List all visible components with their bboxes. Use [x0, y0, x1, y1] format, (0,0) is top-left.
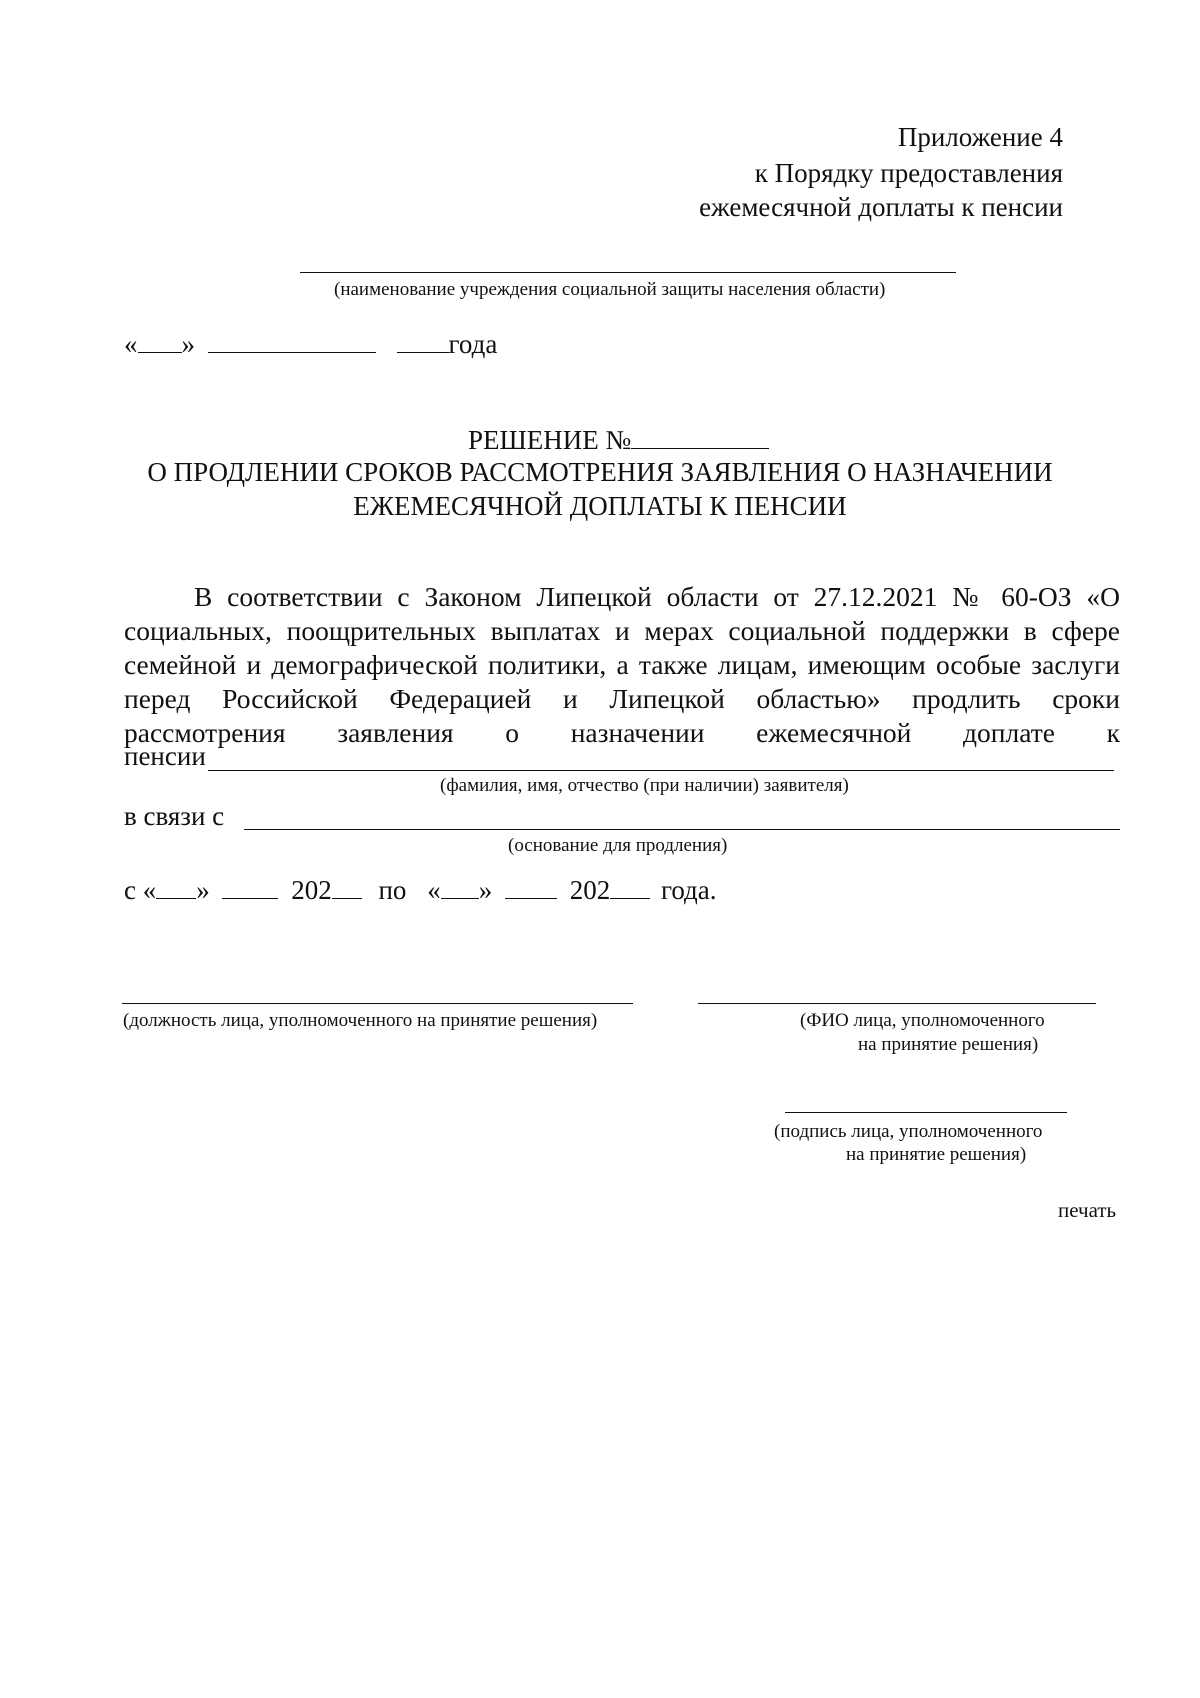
annex-order-reference: к Порядку предоставления [754, 158, 1063, 188]
body-line-2: социальных, поощрительных выплатах и мерах социальной поддержки в сфере [124, 615, 1120, 646]
period-to-month-blank [505, 874, 557, 899]
fio-caption-line-2: на принятие решения) [858, 1034, 1039, 1055]
decision-number-blank [631, 424, 769, 449]
reason-line [244, 829, 1120, 830]
signature-caption-line-2: на принятие решения) [846, 1144, 1027, 1165]
stamp-label: печать [1058, 1198, 1117, 1222]
body-line-1: В соответствии с Законом Липецкой области от 27.12.2021 № 60-ОЗ «О [194, 581, 1120, 612]
month-blank [208, 328, 376, 353]
body-line-3: семейной и демографической политики, а также лицам, имеющим особые заслуги [124, 649, 1120, 680]
period-to-day-blank [441, 874, 479, 899]
title-line-2: О ПРОДЛЕНИИ СРОКОВ РАССМОТРЕНИЯ ЗАЯВЛЕНИЯ О НАЗНАЧЕНИИ [147, 457, 1053, 487]
annex-title: Приложение 4 [897, 122, 1063, 152]
date-close-quote: » [181, 329, 195, 359]
body-line-6: пенсии [124, 741, 206, 771]
fio-line [698, 1003, 1096, 1004]
period-from-month-blank [222, 874, 278, 899]
position-caption: (должность лица, уполномоченного на принятие решения) [123, 1010, 598, 1031]
period-line [124, 874, 717, 907]
applicant-name-line [208, 770, 1114, 771]
decision-title: РЕШЕНИЕ № [468, 425, 632, 455]
reason-prefix: в связи с [124, 801, 225, 831]
date-open-quote: « [124, 329, 138, 359]
body-line-4: перед Российской Федерацией и Липецкой областью» продлить сроки [124, 683, 1120, 714]
signature-line [785, 1112, 1067, 1113]
reason-caption: (основание для продления) [508, 835, 728, 856]
decision-number [468, 424, 769, 457]
institution-name-line [300, 272, 956, 273]
applicant-caption: (фамилия, имя, отчество (при наличии) заявителя) [440, 775, 849, 796]
day-blank [138, 328, 182, 353]
institution-caption: (наименование учреждения социальной защиты населения области) [334, 279, 886, 300]
body-line-5: рассмотрения заявления о назначении ежемесячной доплате к [124, 717, 1120, 748]
year-blank [397, 328, 449, 353]
period-from-year-blank [332, 874, 362, 899]
annex-subject: ежемесячной доплаты к пенсии [699, 192, 1063, 222]
period-to-close-quote: » [478, 875, 493, 905]
period-to-year-start: 202 [569, 875, 611, 905]
date-line [124, 328, 497, 361]
period-to-year-blank [610, 874, 650, 899]
period-from-year-start: 202 [291, 875, 332, 905]
period-from-close-quote: » [196, 875, 210, 905]
period-from-prefix: с « [124, 875, 157, 905]
period-year-word: года. [660, 875, 717, 905]
period-from-day-blank [156, 874, 196, 899]
title-line-3: ЕЖЕМЕСЯЧНОЙ ДОПЛАТЫ К ПЕНСИИ [353, 491, 847, 521]
signature-caption-line-1: (подпись лица, уполномоченного [774, 1121, 1043, 1142]
year-word: года [448, 329, 498, 359]
period-to-word: по [378, 875, 407, 905]
period-to-open-quote: « [427, 875, 441, 905]
position-line [122, 1003, 633, 1004]
fio-caption-line-1: (ФИО лица, уполномоченного [800, 1010, 1045, 1031]
